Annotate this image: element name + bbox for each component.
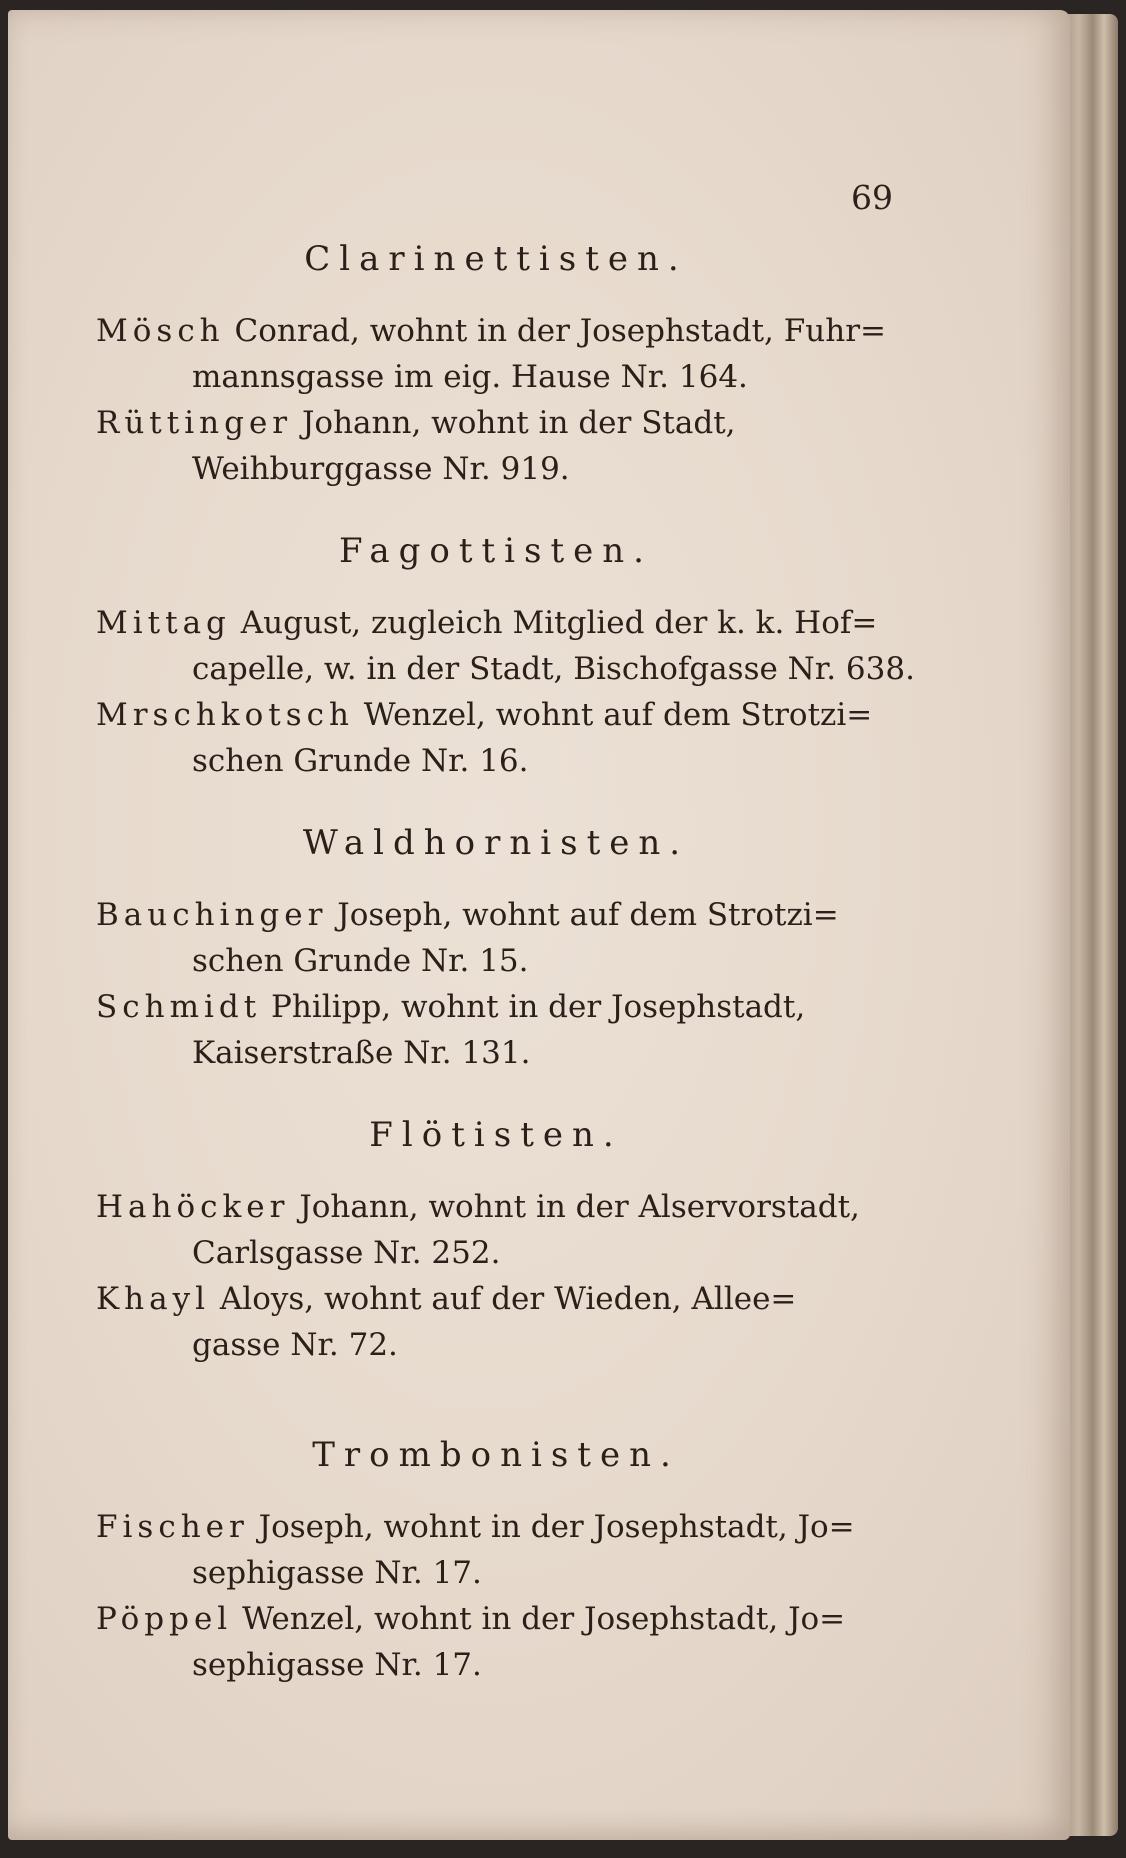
entry-text: Aloys, wohnt auf der Wieden, Allee= [210,1281,797,1317]
list-item [96,600,915,692]
entry-name: Hahöcker [96,1189,290,1225]
section-fagottisten [96,520,915,784]
page-number: 69 [851,178,893,217]
entry-continuation: sephigasse Nr. 17. [192,1555,482,1591]
section-waldhornisten [96,812,896,1076]
entry-name: Bauchinger [96,897,328,933]
section-heading: Flötisten. [369,1115,623,1155]
entry-name: Mittag [96,605,231,641]
list-item [96,1184,896,1276]
page-content [96,228,915,1688]
list-item [96,400,896,492]
entry-text: Conrad, wohnt in der Josephstadt, Fuhr= [224,313,886,349]
list-item [96,1504,896,1596]
entry-text: Philipp, wohnt in der Josephstadt, [261,989,806,1025]
entry-name: Mösch [96,313,225,349]
entry-continuation: Carlsgasse Nr. 252. [192,1235,501,1271]
entry-name: Fischer [96,1509,249,1545]
section-trombonisten [96,1424,896,1688]
entry-continuation: Kaiserstraße Nr. 131. [192,1035,531,1071]
entry-name: Schmidt [96,989,262,1025]
entry-continuation: schen Grunde Nr. 16. [192,743,529,779]
entry-text: Johann, wohnt in der Alservorstadt, [289,1189,860,1225]
book-page [8,10,1070,1840]
section-floetisten [96,1104,896,1368]
section-clarinettisten [96,228,896,492]
section-heading: Trombonisten. [312,1435,680,1475]
entry-name: Rüttinger [96,405,293,441]
list-item [96,984,896,1076]
entry-text: Joseph, wohnt auf dem Strotzi= [327,897,839,933]
list-item [96,308,896,400]
entry-continuation: schen Grunde Nr. 15. [192,943,529,979]
entry-text: Wenzel, wohnt auf dem Strotzi= [353,697,873,733]
entry-continuation: capelle, w. in der Stadt, Bischofgasse Nr. 638. [192,651,915,687]
entry-continuation: sephigasse Nr. 17. [192,1647,482,1683]
section-heading: Waldhornisten. [302,823,690,863]
entry-continuation: Weihburggasse Nr. 919. [192,451,570,487]
section-heading: Fagottisten. [339,531,653,571]
page-edge [1062,14,1118,1836]
entry-text: Wenzel, wohnt in der Josephstadt, Jo= [232,1601,846,1637]
list-item [96,692,896,784]
entry-continuation: gasse Nr. 72. [192,1327,398,1363]
entry-text: Joseph, wohnt in der Josephstadt, Jo= [248,1509,855,1545]
entry-text: August, zugleich Mitglied der k. k. Hof= [230,605,878,641]
list-item [96,1596,896,1688]
list-item [96,892,896,984]
entry-name: Pöppel [96,1601,233,1637]
entry-text: Johann, wohnt in der Stadt, [292,405,736,441]
section-heading: Clarinettisten. [304,239,688,279]
entry-name: Mrschkotsch [96,697,354,733]
list-item [96,1276,896,1368]
entry-continuation: mannsgasse im eig. Hause Nr. 164. [192,359,748,395]
entry-name: Khayl [96,1281,211,1317]
